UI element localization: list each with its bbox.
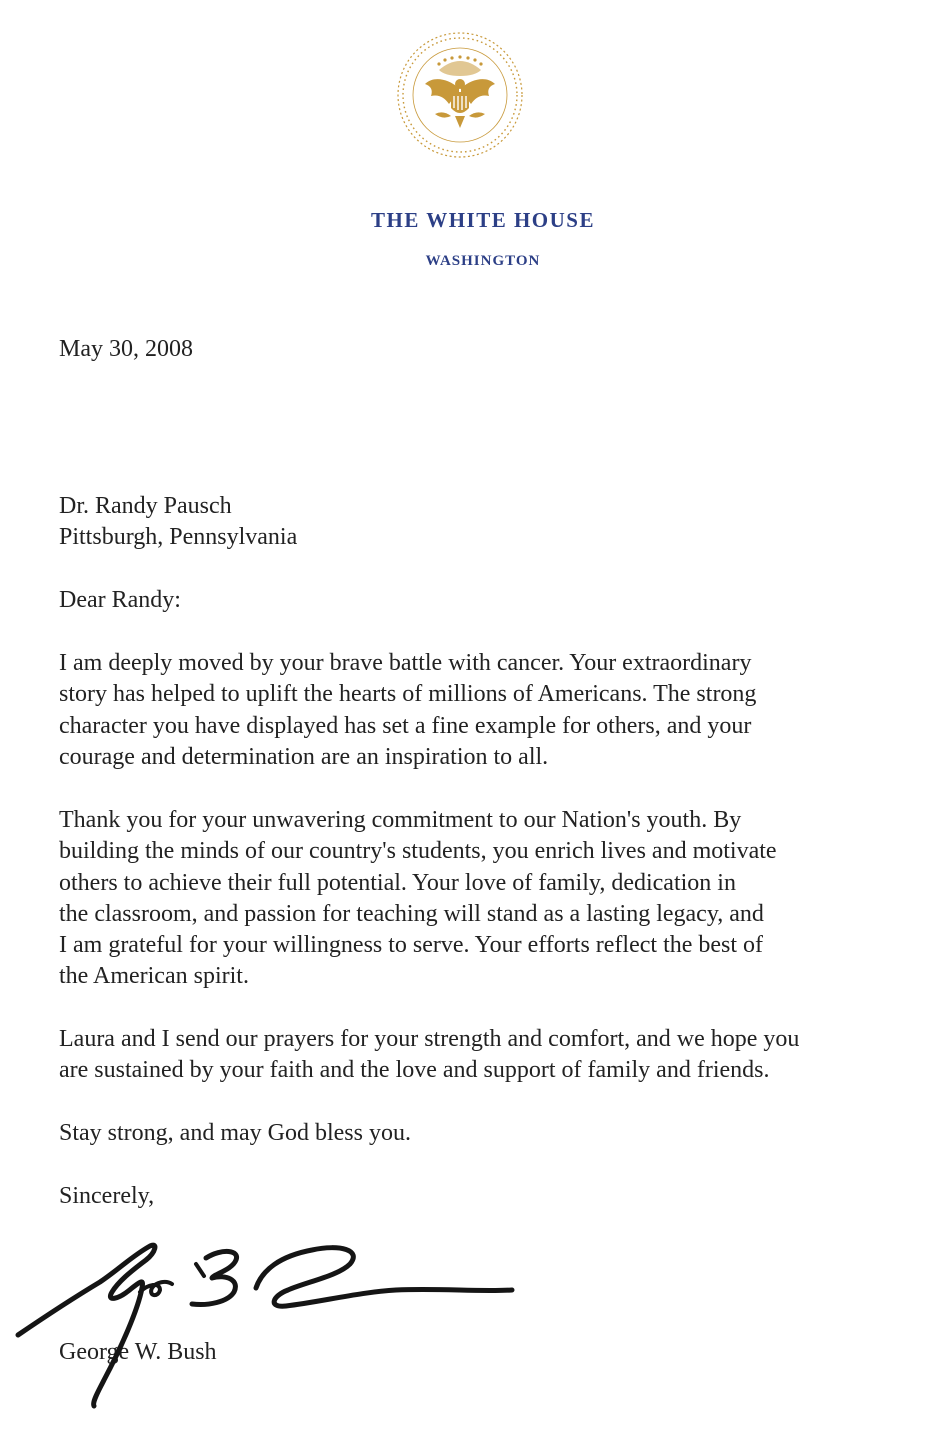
- paragraph-line: others to achieve their full potential. Your love of family, dedication in: [59, 869, 736, 896]
- body-paragraph-4: [59, 1118, 411, 1149]
- body-paragraph-2: [59, 805, 777, 993]
- closing: Sincerely,: [59, 1183, 155, 1209]
- paragraph-line: Stay strong, and may God bless you.: [59, 1120, 411, 1146]
- paragraph-line: story has helped to uplift the hearts of millions of Americans. The strong: [59, 681, 757, 708]
- paragraph-line: are sustained by your faith and the love and support of family and friends.: [59, 1057, 770, 1084]
- paragraph-line: I am grateful for your willingness to serve. Your efforts reflect the best of: [59, 932, 764, 959]
- paragraph-line: Thank you for your unwavering commitment to our Nation's youth. By: [59, 807, 742, 833]
- paragraph-line: courage and determination are an inspiration to all.: [59, 743, 549, 770]
- letter-date: May 30, 2008: [59, 336, 193, 362]
- recipient-name: Dr. Randy Pausch: [59, 493, 232, 519]
- signer-name: George W. Bush: [59, 1339, 217, 1365]
- letterhead-subtitle: WASHINGTON: [425, 253, 541, 269]
- paragraph-line: I am deeply moved by your brave battle with cancer. Your extraordinary: [59, 650, 752, 676]
- paragraph-line: character you have displayed has set a fine example for others, and your: [59, 712, 752, 739]
- paragraph-line: Laura and I send our prayers for your strength and comfort, and we hope you: [59, 1026, 800, 1052]
- body-paragraph-1: [59, 648, 756, 773]
- salutation: Dear Randy:: [59, 587, 181, 613]
- paragraph-line: the American spirit.: [59, 963, 249, 990]
- letterhead-title: THE WHITE HOUSE: [370, 208, 595, 232]
- paragraph-line: building the minds of our country's students, you enrich lives and motivate: [59, 838, 777, 865]
- body-paragraph-3: [59, 1024, 799, 1087]
- paragraph-line: the classroom, and passion for teaching will stand as a lasting legacy, and: [59, 900, 764, 927]
- handwritten-signature-icon: [0, 1230, 560, 1430]
- presidential-seal-icon: [395, 30, 525, 160]
- recipient-location: Pittsburgh, Pennsylvania: [59, 524, 298, 550]
